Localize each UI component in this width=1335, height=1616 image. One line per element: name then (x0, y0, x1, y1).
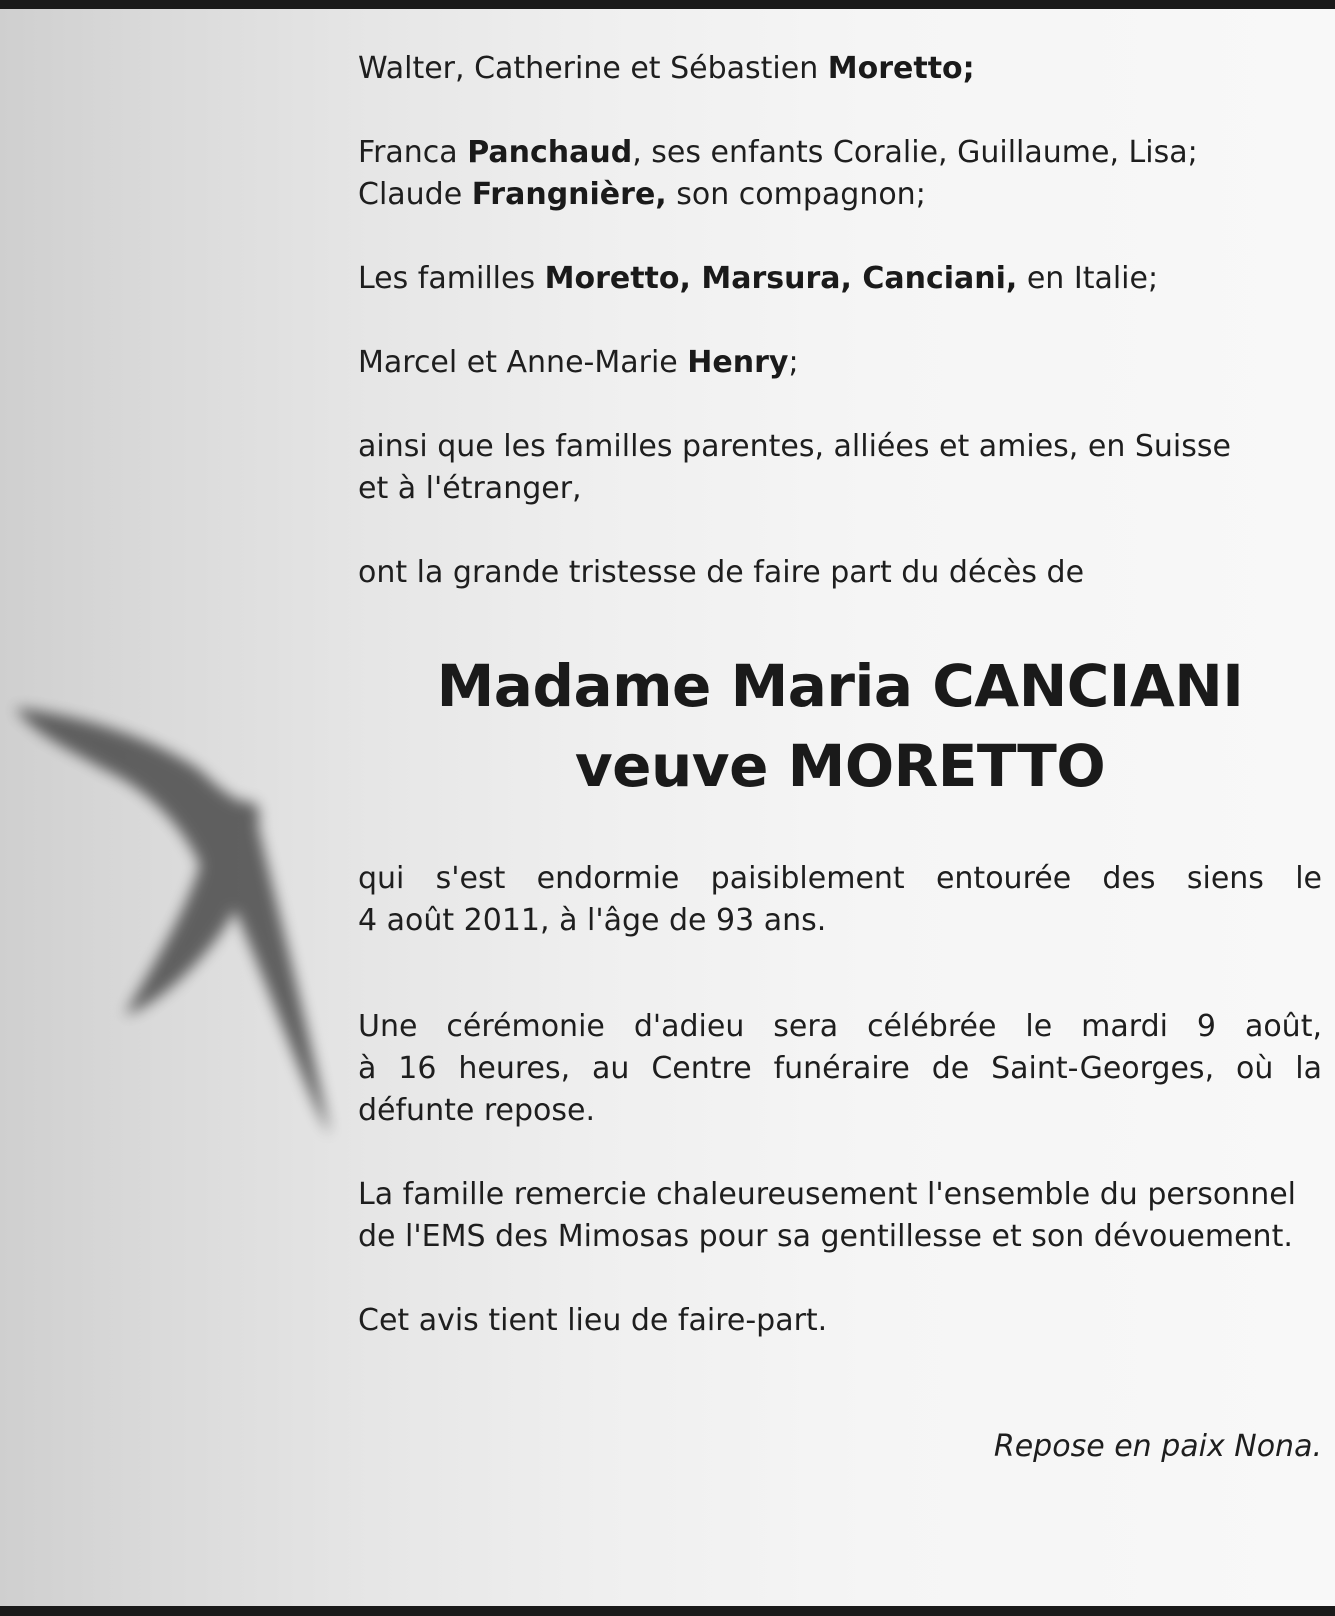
family-line-frangniere: Claude Frangnière, son compagnon; (358, 177, 926, 212)
obituary-text (358, 48, 1322, 1468)
family-line-italy: Les familles Moretto, Marsura, Canciani, en Italie; (358, 261, 1159, 296)
family-line-panchaud: Franca Panchaud, ses enfants Coralie, Guillaume, Lisa; (358, 135, 1198, 170)
family-line-relatives: ainsi que les familles parentes, alliées et amies, en Suisse et à l'étranger, (358, 429, 1231, 506)
bird-silhouette-image (0, 690, 360, 1170)
top-rule (0, 0, 1335, 9)
notice-line: Cet avis tient lieu de faire-part. (358, 1303, 828, 1338)
family-line-moretto: Walter, Catherine et Sébastien Moretto; (358, 51, 975, 86)
ceremony-paragraph: Une cérémonie d'adieu sera célébrée le mardi 9 août, à 16 heures, au Centre funéraire de Saint-Georges, où la défunte repose. (358, 1009, 1322, 1128)
death-paragraph: qui s'est endormie paisiblement entourée des siens le 4 août 2011, à l'âge de 93 ans. (358, 861, 1322, 938)
family-line-henry: Marcel et Anne-Marie Henry; (358, 345, 799, 380)
bottom-rule (0, 1606, 1335, 1616)
closing-line: Repose en paix Nona. (993, 1429, 1322, 1464)
announcement-line: ont la grande tristesse de faire part du décès de (358, 555, 1085, 590)
deceased-name: Madame Maria CANCIANI veuve MORETTO (436, 652, 1244, 800)
thanks-paragraph: La famille remercie chaleureusement l'ensemble du personnel de l'EMS des Mimosas pour sa gentillesse et son dévouement. (358, 1177, 1296, 1254)
